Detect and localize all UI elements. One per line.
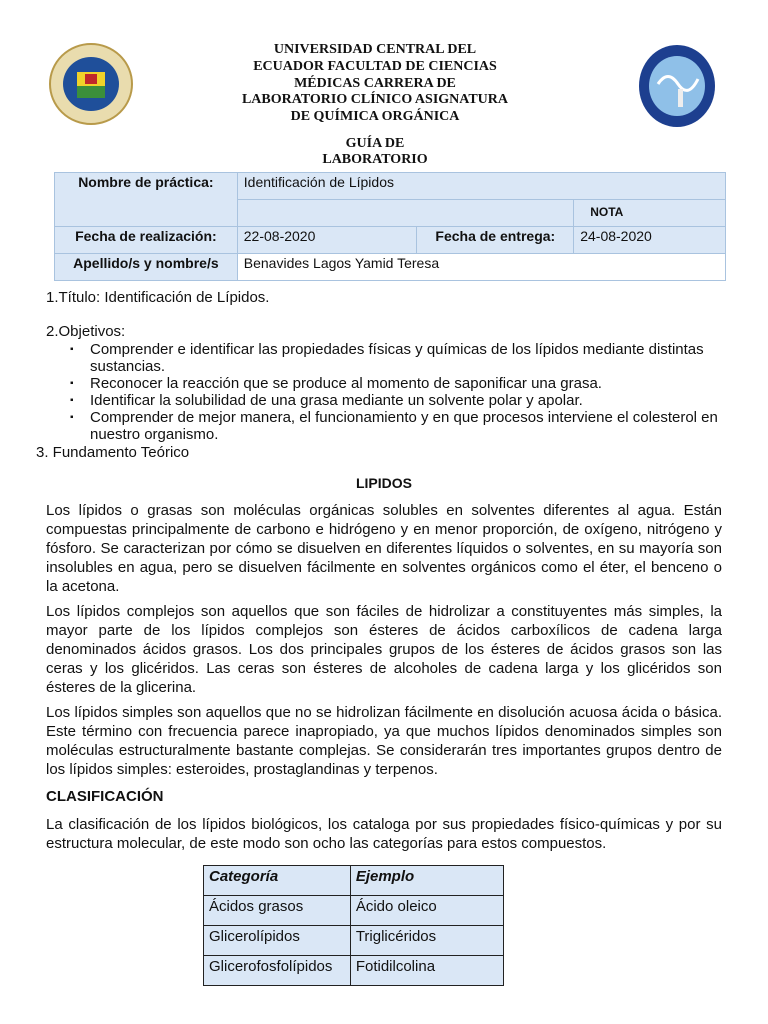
date-due: 24-08-2020 xyxy=(574,227,726,254)
header-line: DE QUÍMICA ORGÁNICA xyxy=(290,109,460,125)
objective-item: ▪ Identificar la solubilidad de una grasa mediante un solvente polar y apolar. xyxy=(60,392,722,409)
document-body xyxy=(36,288,722,986)
grade-label: NOTA xyxy=(574,200,726,227)
header-cell: Categoría xyxy=(204,866,351,896)
guide-title xyxy=(250,136,500,167)
header-line: UNIVERSIDAD CENTRAL DEL xyxy=(273,42,477,57)
practice-name: Identificación de Lípidos xyxy=(237,173,725,200)
cell: Triglicéridos xyxy=(350,926,503,956)
categories-table xyxy=(203,865,504,986)
objectives-list xyxy=(46,341,722,443)
blank-cell xyxy=(237,200,573,227)
paragraph: Los lípidos complejos son aquellos que son fáciles de hidrolizar a constituyentes más simples, la mayor parte de los lípidos complejos son ésteres de ácidos carboxílicos de cadena larga denominados ácidos grasos. Los dos principales grupos de los ésteres de ácidos grasos son las ceras y los glicéridos. Las ceras son ésteres de alcoholes de cadena larga y los glicéridos son ésteres de la glicerina. xyxy=(46,603,722,696)
student-name: Benavides Lagos Yamid Teresa xyxy=(237,254,725,281)
guide-line: GUÍA DE xyxy=(345,136,405,151)
date-due-label: Fecha de entrega: xyxy=(417,227,574,254)
section-objectives: 2.Objetivos: xyxy=(46,323,126,340)
cell: Glicerolípidos xyxy=(204,926,351,956)
clasificacion-heading: CLASIFICACIÓN xyxy=(46,788,164,805)
institution-header xyxy=(200,42,550,126)
university-seal-logo xyxy=(48,42,134,126)
cell: Ácido oleico xyxy=(350,896,503,926)
header-line: LABORATORIO CLÍNICO ASIGNATURA xyxy=(241,92,509,108)
cell: Ácidos grasos xyxy=(204,896,351,926)
student-name-label: Apellido/s y nombre/s xyxy=(55,254,238,281)
table-row xyxy=(204,896,504,926)
date-done: 22-08-2020 xyxy=(237,227,417,254)
header-line: MÉDICAS CARRERA DE xyxy=(294,75,456,91)
objective-item: ▪ Comprender de mejor manera, el funcionamiento y en que procesos interviene el colesterol en nuestro organismo. xyxy=(60,409,722,443)
practice-info-table xyxy=(54,172,726,281)
cell: Glicerofosfolípidos xyxy=(204,956,351,986)
section-title-1: 1.Título: Identificación de Lípidos. xyxy=(46,289,270,306)
practice-name-label: Nombre de práctica: xyxy=(55,173,238,227)
header-cell: Ejemplo xyxy=(350,866,503,896)
paragraph: La clasificación de los lípidos biológicos, los cataloga por sus propiedades físico-químicas y por su estructura molecular, de este modo son ocho las categorías para estos compuestos. xyxy=(46,816,722,852)
table-row xyxy=(204,956,504,986)
cell: Fotidilcolina xyxy=(350,956,503,986)
header-line: ECUADOR FACULTAD DE CIENCIAS xyxy=(253,58,497,74)
guide-line: LABORATORIO xyxy=(322,151,428,167)
laboratory-logo xyxy=(638,44,716,128)
paragraph: Los lípidos o grasas son moléculas orgánicas solubles en solventes diferentes al agua. Están compuestas principalmente de carbono e hidrógeno y en menor proporción, de oxígeno, nitrógeno y fósforo. Se caracterizan por cómo se disuelven en diferentes líquidos o solventes, en su mayoría son insolubles en agua, pero se disuelven fácilmente en solventes orgánicos como el éter, el benceno o la acetona. xyxy=(46,502,722,595)
section-fundamento: 3. Fundamento Teórico xyxy=(36,444,190,461)
lipidos-heading: LIPIDOS xyxy=(355,475,412,491)
paragraph: Los lípidos simples son aquellos que no se hidrolizan fácilmente en disolución acuosa ácida o básica. Este término con frecuencia parece inapropiado, ya que muchos lípidos denominados simples son moléculas estructuralmente bastante complejas. Se considerarán tres importantes grupos dentro de los lípidos simples: esteroides, prostaglandinas y terpenos. xyxy=(46,704,722,778)
objective-item: ▪ Comprender e identificar las propiedades físicas y químicas de los lípidos mediante distintas sustancias. xyxy=(60,341,722,375)
date-done-label: Fecha de realización: xyxy=(55,227,238,254)
table-row xyxy=(204,926,504,956)
objective-item: ▪ Reconocer la reacción que se produce al momento de saponificar una grasa. xyxy=(60,375,722,392)
